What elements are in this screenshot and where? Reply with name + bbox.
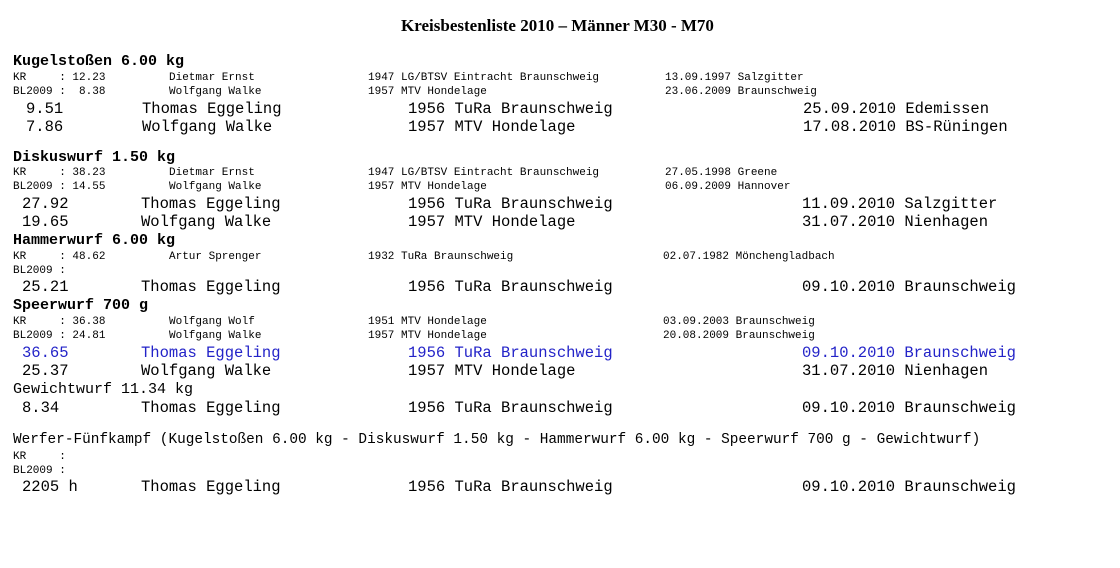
result-year-club: 1956 TuRa Braunschweig	[408, 344, 613, 362]
record-date-place: 02.07.1982 Mönchengladbach	[663, 251, 835, 263]
result-athlete: Thomas Eggeling	[141, 278, 281, 296]
record-label: BL2009 : 24.81	[13, 330, 106, 342]
result-athlete: Thomas Eggeling	[142, 100, 282, 118]
record-year-club: 1947 LG/BTSV Eintracht Braunschweig	[368, 167, 600, 179]
result-value: 7.86	[26, 118, 64, 136]
record-athlete: Wolfgang Walke	[169, 330, 262, 342]
record-year-club: 1932 TuRa Braunschweig	[368, 251, 514, 263]
record-year-club: 1951 MTV Hondelage	[368, 316, 487, 328]
record-label: BL2009 :	[13, 265, 66, 277]
result-date-place: 09.10.2010 Braunschweig	[802, 278, 1016, 296]
result-year-club: 1957 MTV Hondelage	[408, 118, 576, 136]
result-row	[0, 478, 1016, 568]
record-label: BL2009 : 14.55	[13, 181, 106, 193]
result-year-club: 1956 TuRa Braunschweig	[408, 478, 613, 496]
result-year-club: 1957 MTV Hondelage	[408, 213, 576, 231]
result-value: 27.92	[22, 195, 69, 213]
record-year-club: 1957 MTV Hondelage	[368, 330, 487, 342]
result-athlete: Thomas Eggeling	[141, 344, 281, 362]
record-label: KR : 36.38	[13, 316, 106, 328]
result-athlete: Thomas Eggeling	[141, 399, 281, 417]
result-value: 2205 h	[22, 478, 78, 496]
result-year-club: 1956 TuRa Braunschweig	[408, 399, 613, 417]
record-date-place: 03.09.2003 Braunschweig	[663, 316, 815, 328]
result-year-club: 1956 TuRa Braunschweig	[408, 278, 613, 296]
record-athlete: Wolfgang Walke	[169, 181, 262, 193]
result-year-club: 1957 MTV Hondelage	[408, 362, 576, 380]
result-value: 19.65	[22, 213, 69, 231]
section-heading: Gewichtwurf 11.34 kg	[13, 381, 194, 398]
record-athlete: Artur Sprenger	[169, 251, 262, 263]
section-heading: Diskuswurf 1.50 kg	[13, 149, 176, 166]
record-label: KR : 48.62	[13, 251, 106, 263]
page-title: Kreisbestenliste 2010 – Männer M30 - M70	[401, 16, 714, 35]
record-label: KR :	[13, 451, 66, 463]
result-date-place: 17.08.2010 BS-Rüningen	[803, 118, 1008, 136]
result-value: 36.65	[22, 344, 69, 362]
record-year-club: 1957 MTV Hondelage	[368, 86, 487, 98]
result-date-place: 31.07.2010 Nienhagen	[802, 213, 989, 231]
record-label: KR : 38.23	[13, 167, 106, 179]
section-heading: Werfer-Fünfkampf (Kugelstoßen 6.00 kg - Diskuswurf 1.50 kg - Hammerwurf 6.00 kg - Speerwurf 700 g - Gewichtwurf)	[13, 432, 981, 448]
result-athlete: Wolfgang Walke	[141, 213, 272, 231]
result-athlete: Wolfgang Walke	[142, 118, 273, 136]
result-date-place: 11.09.2010 Salzgitter	[802, 195, 998, 213]
result-value: 8.34	[22, 399, 60, 417]
record-date-place: 27.05.1998 Greene	[665, 167, 778, 179]
result-year-club: 1956 TuRa Braunschweig	[408, 100, 613, 118]
record-label: BL2009 :	[13, 465, 66, 477]
result-value: 25.37	[22, 362, 69, 380]
record-label: BL2009 : 8.38	[13, 86, 106, 98]
record-date-place: 23.06.2009 Braunschweig	[665, 86, 817, 98]
record-date-place: 20.08.2009 Braunschweig	[663, 330, 815, 342]
section-heading: Hammerwurf 6.00 kg	[13, 232, 176, 249]
record-athlete: Wolfgang Walke	[169, 86, 262, 98]
section-heading: Speerwurf 700 g	[13, 297, 149, 314]
section-heading: Kugelstoßen 6.00 kg	[13, 53, 185, 70]
result-athlete: Thomas Eggeling	[141, 195, 281, 213]
result-year-club: 1956 TuRa Braunschweig	[408, 195, 613, 213]
record-label: KR : 12.23	[13, 72, 106, 84]
record-year-club: 1957 MTV Hondelage	[368, 181, 487, 193]
record-date-place: 13.09.1997 Salzgitter	[665, 72, 804, 84]
record-athlete: Dietmar Ernst	[169, 167, 255, 179]
result-date-place: 25.09.2010 Edemissen	[803, 100, 990, 118]
record-date-place: 06.09.2009 Hannover	[665, 181, 791, 193]
record-athlete: Wolfgang Wolf	[169, 316, 255, 328]
result-date-place: 31.07.2010 Nienhagen	[802, 362, 989, 380]
result-date-place: 09.10.2010 Braunschweig	[802, 344, 1016, 362]
result-athlete: Thomas Eggeling	[141, 478, 281, 496]
result-date-place: 09.10.2010 Braunschweig	[802, 478, 1016, 496]
result-athlete: Wolfgang Walke	[141, 362, 272, 380]
result-value: 25.21	[22, 278, 69, 296]
record-athlete: Dietmar Ernst	[169, 72, 255, 84]
result-value: 9.51	[26, 100, 64, 118]
result-date-place: 09.10.2010 Braunschweig	[802, 399, 1016, 417]
record-year-club: 1947 LG/BTSV Eintracht Braunschweig	[368, 72, 600, 84]
